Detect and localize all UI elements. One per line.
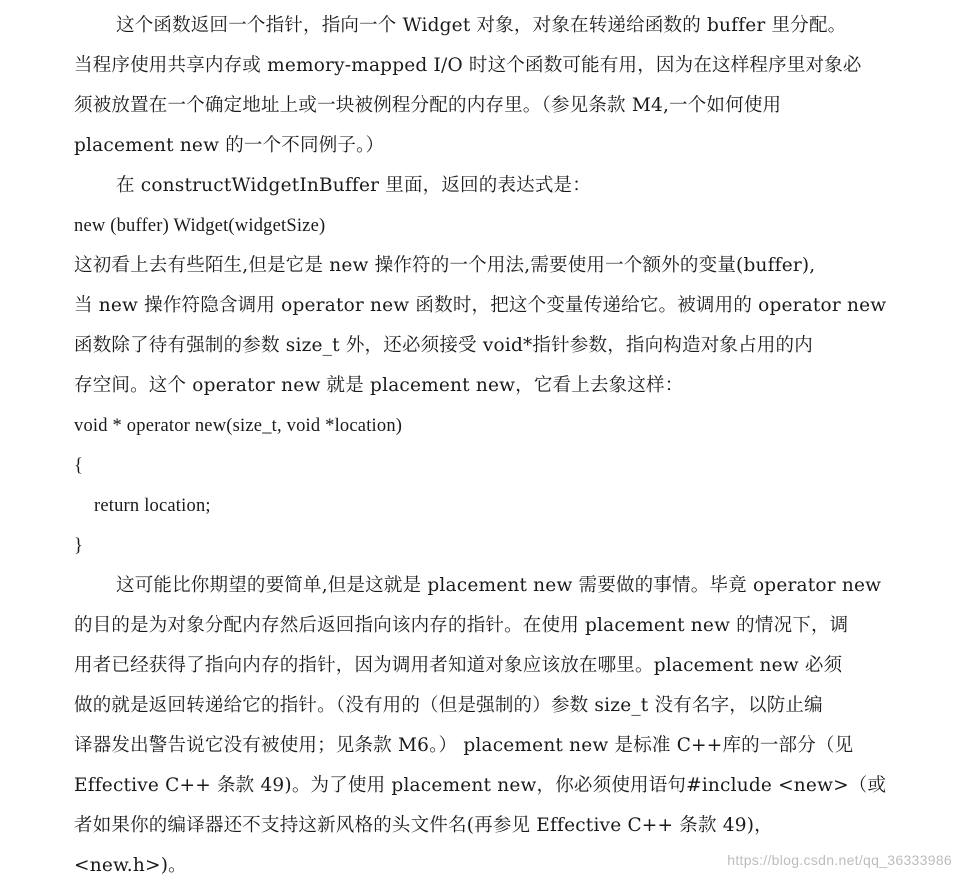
paragraph-line-21: 者如果你的编译器还不支持这新风格的头文件名(再参见 Effective C++ 条款 49)， [74,815,773,836]
code-line-signature: void * operator new(size_t, void *location) [74,416,403,436]
paragraph-line-22: <new.h>)。 [74,855,187,876]
code-line-open-brace: { [74,456,84,476]
paragraph-line-10: 存空间。这个 operator new 就是 placement new，它看上去象这样： [74,375,684,396]
document-body [74,6,886,886]
paragraph-line-3: 须被放置在一个确定地址上或一块被例程分配的内存里。（参见条款 M4,一个如何使用 [74,95,782,116]
paragraph-line-7: 这初看上去有些陌生,但是它是 new 操作符的一个用法,需要使用一个额外的变量(buffer), [74,255,816,276]
code-line-return: return location; [94,496,211,516]
paragraph-line-17: 用者已经获得了指向内存的指针，因为调用者知道对象应该放在哪里。placement new 必须 [74,655,843,676]
paragraph-line-4: placement new 的一个不同例子。） [74,135,385,156]
watermark-url: https://blog.csdn.net/qq_36333986 [727,852,952,868]
paragraph-line-5: 在 constructWidgetInBuffer 里面，返回的表达式是： [116,175,591,196]
paragraph-line-1: 这个函数返回一个指针，指向一个 Widget 对象，对象在转递给函数的 buffer 里分配。 [116,15,847,36]
paragraph-line-8: 当 new 操作符隐含调用 operator new 函数时，把这个变量传递给它。被调用的 operator new [74,295,887,316]
code-line-close-brace: } [74,536,84,556]
paragraph-line-2: 当程序使用共享内存或 memory-mapped I/O 时这个函数可能有用，因为在这样程序里对象必 [74,55,862,76]
paragraph-line-16: 的目的是为对象分配内存然后返回指向该内存的指针。在使用 placement new 的情况下，调 [74,615,849,636]
paragraph-line-15: 这可能比你期望的要简单,但是这就是 placement new 需要做的事情。毕竟 operator new [116,575,882,596]
paragraph-line-20: Effective C++ 条款 49)。为了使用 placement new，你必须使用语句#include <new>（或 [74,775,887,796]
paragraph-line-19: 译器发出警告说它没有被使用；见条款 M6。） placement new 是标准 C++库的一部分（见 [74,735,854,756]
paragraph-line-18: 做的就是返回转递给它的指针。（没有用的（但是强制的）参数 size_t 没有名字，以防止编 [74,695,823,716]
paragraph-line-9: 函数除了待有强制的参数 size_t 外，还必须接受 void*指针参数，指向构造对象占用的内 [74,335,813,356]
code-line-expression: new (buffer) Widget(widgetSize) [74,216,326,236]
